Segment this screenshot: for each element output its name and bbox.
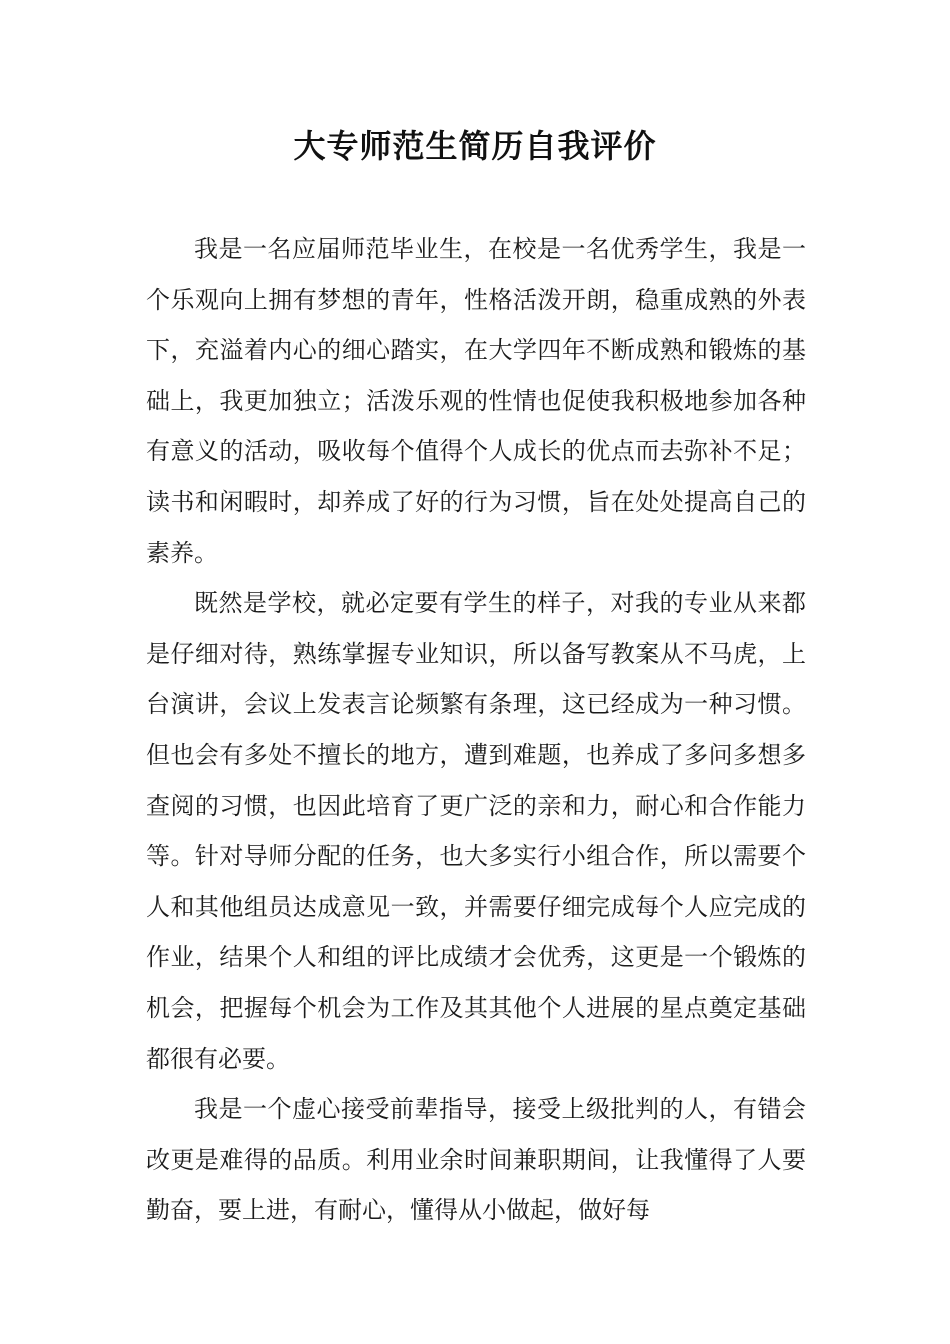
document-title: 大专师范生简历自我评价 xyxy=(293,127,657,165)
paragraph: 我是一名应届师范毕业生，在校是一名优秀学生，我是一个乐观向上拥有梦想的青年，性格活泼开朗，稳重成熟的外表下，充溢着内心的细心踏实，在大学四年不断成熟和锻炼的基础上，我更加独立；活泼乐观的性情也促使我积极地参加各种有意义的活动，吸收每个值得个人成长的优点而去弥补不足；读书和闲暇时，却养成了好的行为习惯，旨在处处提高自己的素养。 xyxy=(146,235,806,567)
paragraph: 我是一个虚心接受前辈指导，接受上级批判的人，有错会改更是难得的品质。利用业余时间兼职期间，让我懂得了人要勤奋，要上进，有耐心，懂得从小做起，做好每 xyxy=(146,1095,806,1225)
document-body xyxy=(146,224,806,1236)
paragraph: 既然是学校，就必定要有学生的样子，对我的专业从来都是仔细对待，熟练掌握专业知识，所以备写教案从不马虎，上台演讲，会议上发表言论频繁有条理，这已经成为一种习惯。但也会有多处不擅长的地方，遭到难题，也养成了多问多想多查阅的习惯，也因此培育了更广泛的亲和力，耐心和合作能力等。针对导师分配的任务，也大多实行小组合作，所以需要个人和其他组员达成意见一致，并需要仔细完成每个人应完成的作业，结果个人和组的评比成绩才会优秀，这更是一个锻炼的机会，把握每个机会为工作及其其他个人进展的星点奠定基础都很有必要。 xyxy=(146,589,806,1073)
